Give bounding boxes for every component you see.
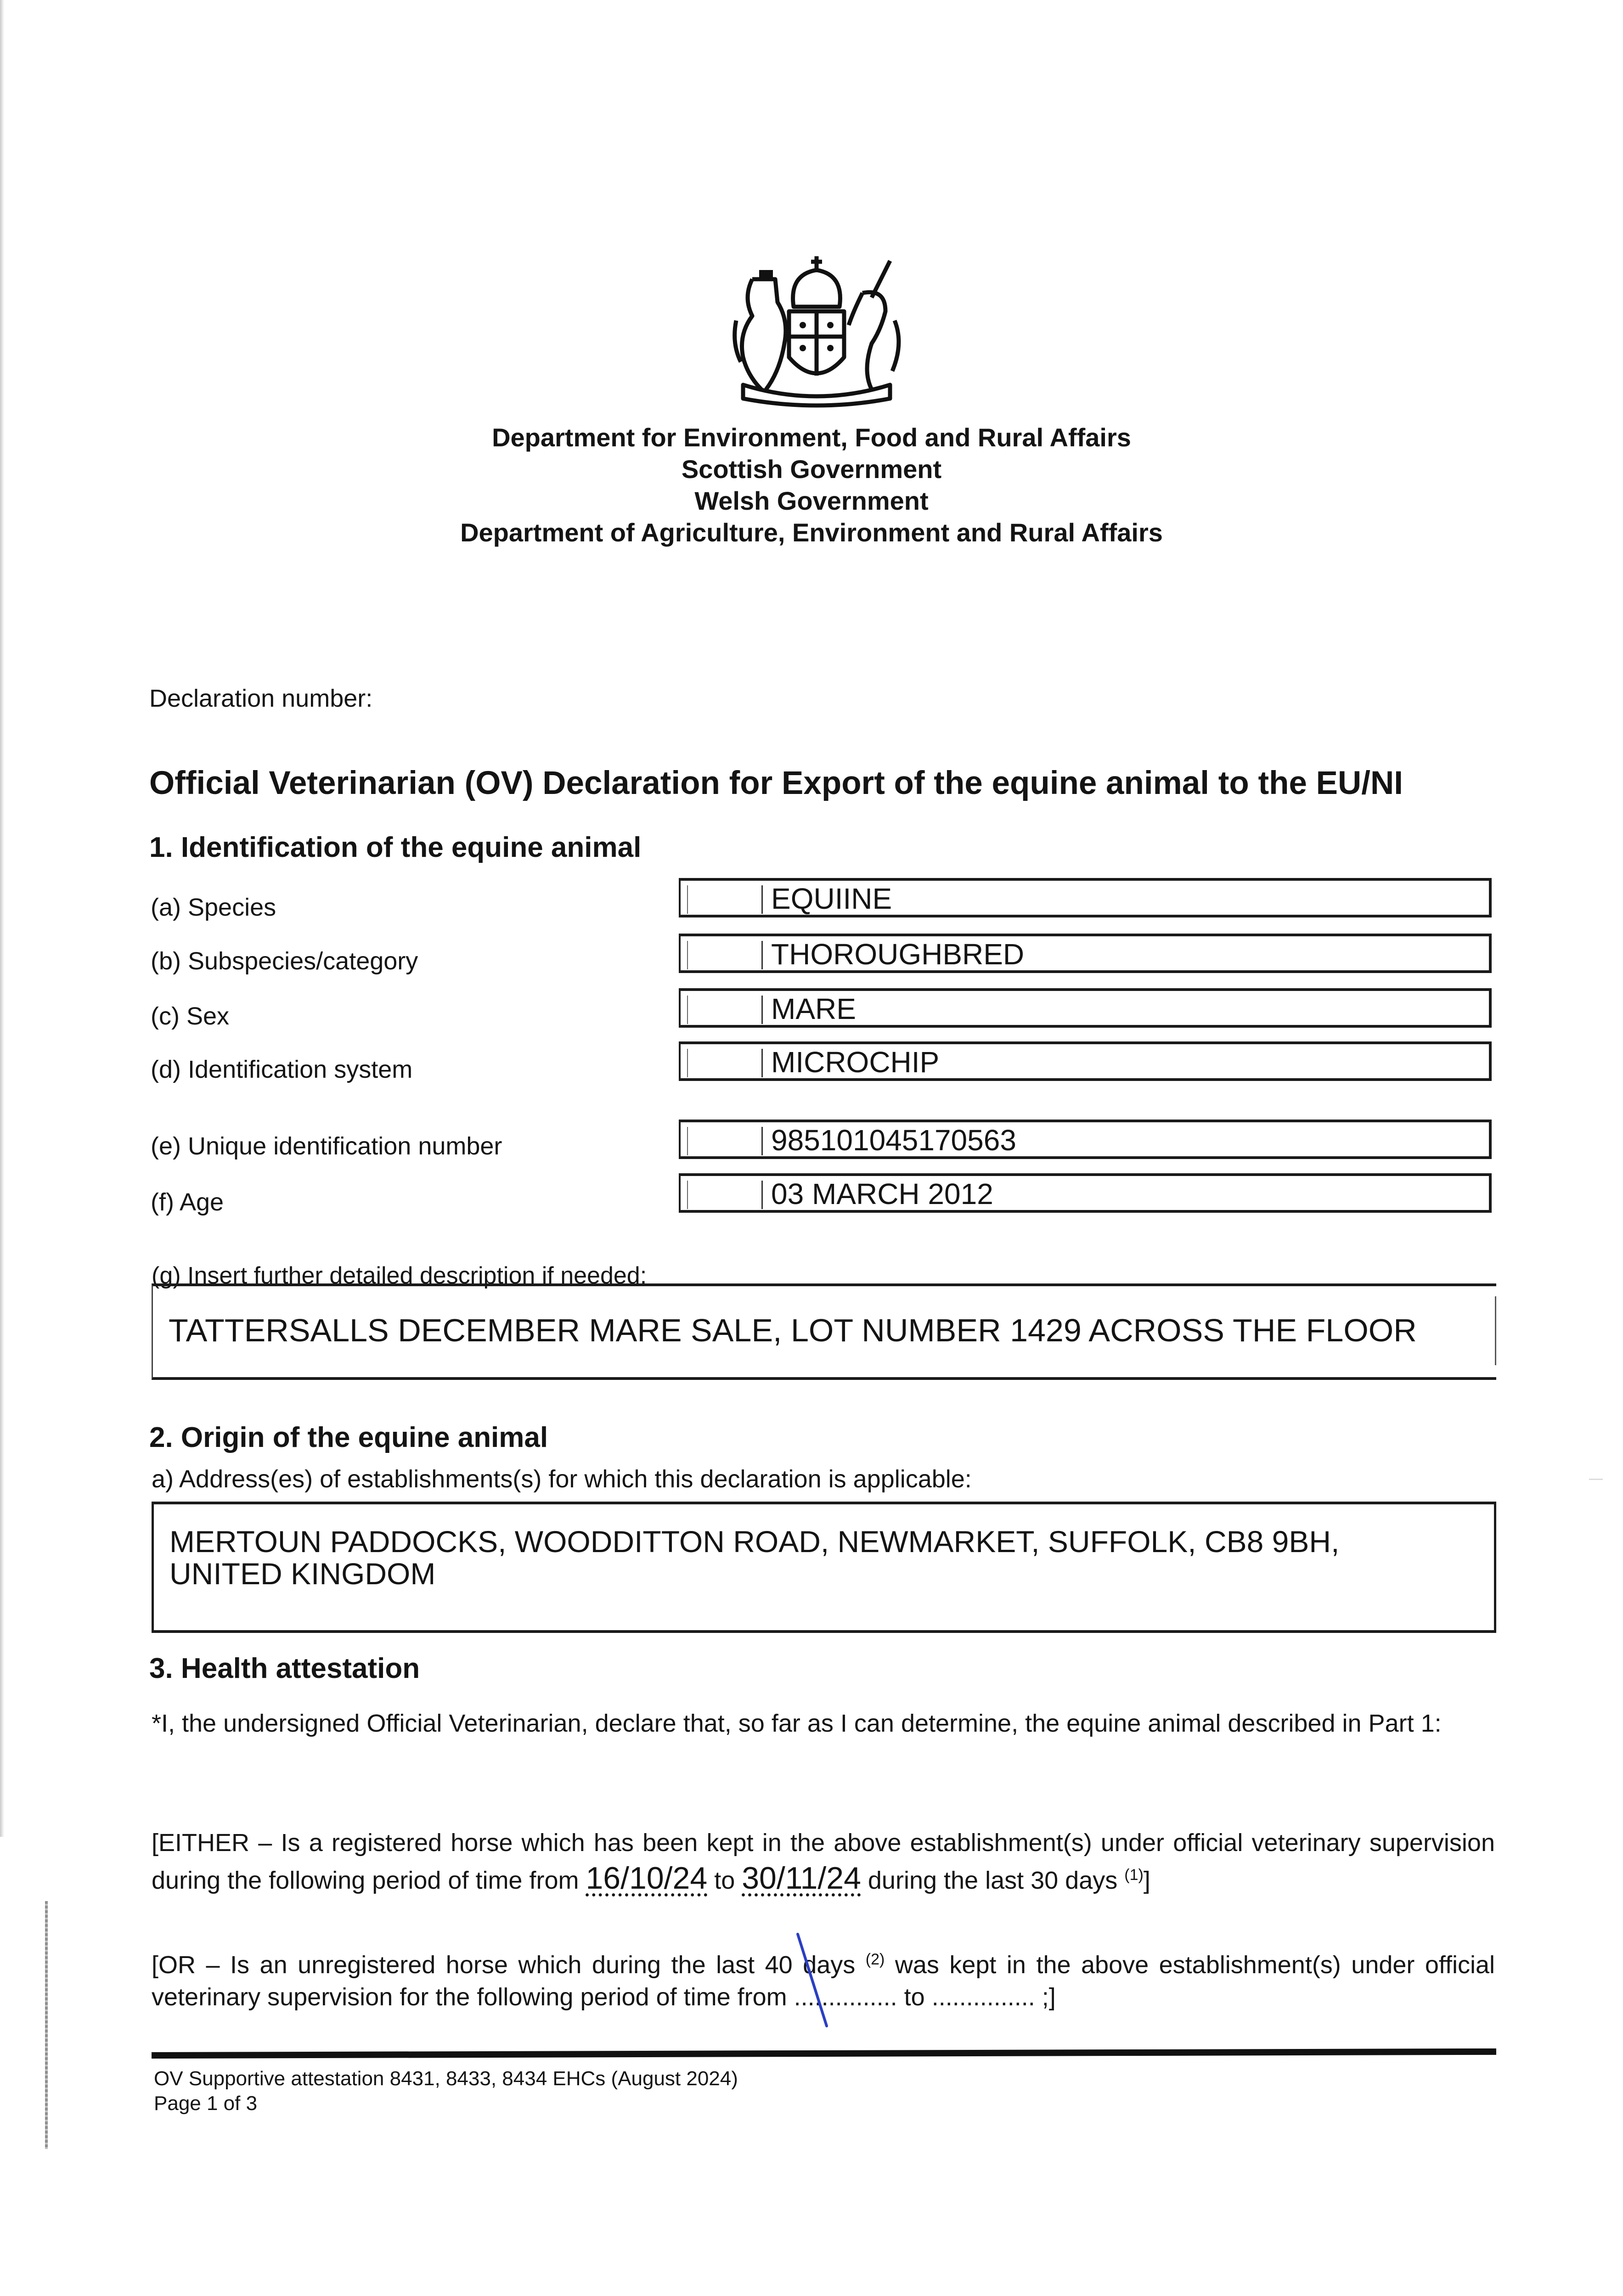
- identification-system-field[interactable]: [679, 1041, 1492, 1081]
- subspecies-field[interactable]: [679, 934, 1492, 973]
- field-label-species: (a) Species: [151, 894, 276, 921]
- from-date-field[interactable]: 16/10/24: [586, 1861, 708, 1896]
- either-text: ]: [1143, 1867, 1150, 1894]
- description-label: (g) Insert further detailed description if needed:: [152, 1262, 647, 1289]
- subspecies-value: THOROUGHBRED: [771, 938, 1025, 971]
- agency-name: Scottish Government: [681, 455, 942, 484]
- description-field[interactable]: [152, 1283, 1496, 1380]
- field-divider: [761, 885, 763, 914]
- agency-name: Department for Environment, Food and Rural Affairs: [492, 423, 1131, 452]
- field-divider: [687, 1181, 688, 1209]
- field-divider: [687, 941, 688, 969]
- field-label-age: (f) Age: [151, 1188, 224, 1216]
- either-text: during the last 30 days: [861, 1867, 1125, 1894]
- description-value: TATTERSALLS DECEMBER MARE SALE, LOT NUMBER 1429 ACROSS THE FLOOR: [169, 1312, 1417, 1348]
- royal-coat-of-arms-icon: [725, 252, 908, 412]
- form-reference: OV Supportive attestation 8431, 8433, 8434 EHCs (August 2024): [154, 2067, 738, 2090]
- section-heading-health-attestation: 3. Health attestation: [149, 1653, 420, 1684]
- address-field[interactable]: [152, 1502, 1496, 1633]
- unique-id-field[interactable]: [679, 1120, 1492, 1159]
- either-text: [EITHER – Is a registered horse which has been kept in the above establishment(s) under official veterinary supervision during the following period of time from: [152, 1829, 1495, 1894]
- footer: [154, 2066, 738, 2116]
- footnote-ref: (1): [1124, 1866, 1144, 1884]
- page-number: Page 1 of 3: [154, 2092, 258, 2115]
- field-divider: [1495, 1296, 1496, 1365]
- field-divider: [687, 996, 688, 1024]
- field-divider: [761, 941, 763, 969]
- identification-system-value: MICROCHIP: [771, 1046, 940, 1079]
- agency-name: Welsh Government: [694, 486, 929, 515]
- issuing-agencies: [0, 422, 1623, 548]
- to-date-field[interactable]: 30/11/24: [742, 1861, 861, 1896]
- either-clause: [152, 1827, 1495, 1896]
- sex-value: MARE: [771, 992, 856, 1025]
- agency-name: Department of Agriculture, Environment and Rural Affairs: [460, 518, 1163, 547]
- field-label-unique-id: (e) Unique identification number: [151, 1132, 502, 1160]
- field-divider: [761, 1049, 763, 1077]
- address-value: [169, 1525, 1339, 1590]
- field-divider: [687, 1049, 688, 1077]
- field-divider: [761, 1181, 763, 1209]
- field-divider: [761, 996, 763, 1024]
- scan-artifact: [45, 1901, 48, 2149]
- address-label: a) Address(es) of establishments(s) for which this declaration is applicable:: [152, 1465, 972, 1493]
- field-label-identification-system: (d) Identification system: [151, 1056, 413, 1083]
- field-divider: [761, 1127, 763, 1155]
- species-value: EQUIINE: [771, 882, 892, 915]
- unique-id-value: 985101045170563: [771, 1124, 1016, 1157]
- attestation-intro: *I, the undersigned Official Veterinarian, declare that, so far as I can determine, the equine animal described in Part 1:: [152, 1710, 1442, 1737]
- age-field[interactable]: [679, 1173, 1492, 1213]
- sex-field[interactable]: [679, 988, 1492, 1028]
- age-value: 03 MARCH 2012: [771, 1177, 993, 1210]
- section-heading-identification: 1. Identification of the equine animal: [149, 832, 642, 863]
- declaration-number-label: Declaration number:: [149, 685, 373, 712]
- field-divider: [687, 885, 688, 914]
- either-text: to: [707, 1867, 742, 1894]
- field-label-sex: (c) Sex: [151, 1002, 230, 1030]
- or-text: was kept in the above establishment(s) under official veterinary supervision for the following period of time from ............... to ............... ;]: [152, 1951, 1495, 2011]
- footnote-ref: (2): [865, 1951, 885, 1968]
- species-field[interactable]: [679, 878, 1492, 917]
- field-label-subspecies: (b) Subspecies/category: [151, 947, 418, 975]
- document-title: Official Veterinarian (OV) Declaration for Export of the equine animal to the EU/NI: [149, 765, 1403, 801]
- field-divider: [687, 1127, 688, 1155]
- or-text: [OR – Is an unregistered horse which during the last 40 days: [152, 1951, 866, 1979]
- address-line: MERTOUN PADDOCKS, WOODDITTON ROAD, NEWMARKET, SUFFOLK, CB8 9BH,: [169, 1525, 1340, 1559]
- address-line: UNITED KINGDOM: [169, 1557, 436, 1591]
- footer-divider: [152, 2048, 1496, 2059]
- strike-through-mark: [781, 1929, 919, 2039]
- scan-page-edge: [0, 0, 5, 1837]
- scan-artifact: [1589, 1479, 1603, 1480]
- section-heading-origin: 2. Origin of the equine animal: [149, 1422, 548, 1453]
